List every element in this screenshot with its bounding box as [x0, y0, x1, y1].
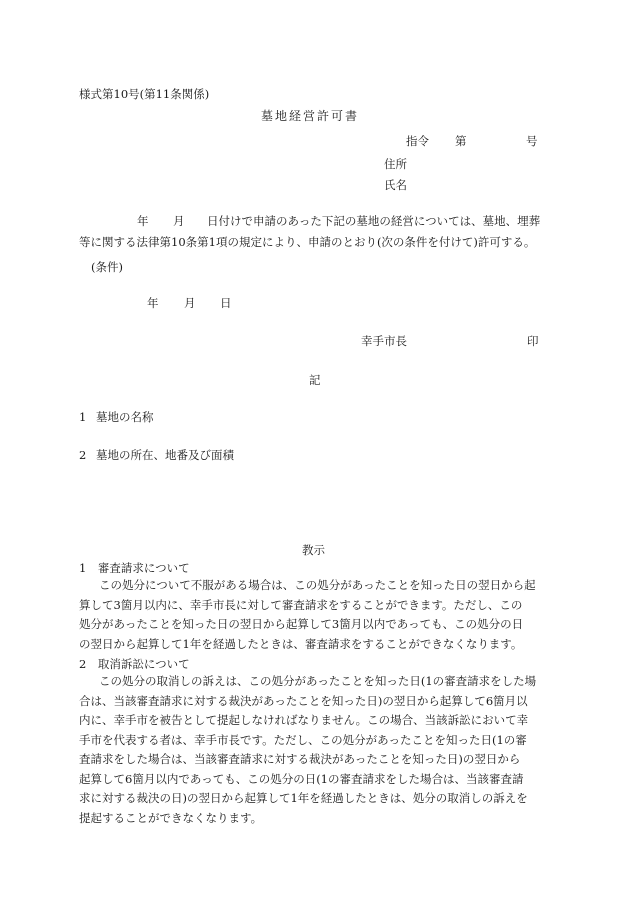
section-1-line: の翌日から起算して1年を経過したときは、審査請求をすることができなくなります。 [79, 636, 523, 651]
item-2-number: 2 [79, 448, 87, 462]
conditions-label: (条件) [91, 260, 123, 274]
item-1-text: 墓地の名称 [96, 410, 154, 424]
date-year: 年 [147, 296, 159, 310]
seal-mark: 印 [527, 334, 539, 348]
section-2-line: 求に対する裁決の日)の翌日から起算して1年を経過したときは、処分の取消しの訴えを [79, 791, 528, 805]
instruction-section-1-heading: 1 審査請求について [79, 561, 190, 575]
doc-number-dai: 第 [455, 134, 467, 148]
doc-number-prefix: 指令 [406, 134, 429, 148]
instruction-heading: 教示 [302, 543, 325, 557]
name-label: 氏名 [384, 178, 407, 192]
ki-heading: 記 [309, 373, 321, 387]
address-label: 住所 [384, 157, 407, 171]
item-1-number: 1 [79, 410, 87, 424]
section-2-line: この処分の取消しの訴えは、この処分があったことを知った日(1の審査請求をした場 [99, 674, 537, 688]
section-2-line: 起算して6箇月以内であっても、この処分の日(1の審査請求をした場合は、当該審査請 [79, 771, 524, 786]
main-text-month: 月 [173, 214, 185, 228]
section-2-line: 内に、幸手市を被告として提起しなければなりません。この場合、当該訴訟において幸 [79, 713, 529, 727]
instruction-section-1-body [73, 576, 536, 654]
item-2-text: 墓地の所在、地番及び面積 [96, 448, 234, 462]
main-text-line1: 日付けで申請のあった下記の墓地の経営については、墓地、埋葬 [207, 214, 541, 228]
mayor-title: 幸手市長 [361, 334, 407, 348]
section-1-line: 算して3箇月以内に、幸手市長に対して審査請求をすることができます。ただし、この [79, 597, 523, 612]
section-1-line: 処分があったことを知った日の翌日から起算して3箇月以内であっても、この処分の日 [79, 617, 524, 631]
instruction-section-2-heading: 2 取消訴訟について [79, 657, 190, 671]
section-2-line: 合は、当該審査請求に対する裁決があったことを知った日)の翌日から起算して6箇月以 [79, 693, 528, 708]
section-2-line: 手市を代表する者は、幸手市長です。ただし、この処分があったことを知った日(1の審 [79, 732, 527, 747]
date-day: 日 [220, 296, 232, 310]
main-text-line2: 等に関する法律第10条第1項の規定により、申請のとおり(次の条件を付けて)許可する。 [79, 235, 536, 249]
instruction-section-2-body [73, 672, 536, 828]
form-number: 様式第10号(第11条関係) [79, 87, 210, 101]
doc-number-go: 号 [526, 134, 538, 148]
date-month: 月 [184, 296, 196, 310]
document-title: 墓地経営許可書 [261, 109, 360, 123]
section-1-line: この処分について不服がある場合は、この処分があったことを知った日の翌日から起 [99, 578, 536, 592]
section-2-line: 査請求をした場合は、当該審査請求に対する裁決があったことを知った日)の翌日から [79, 752, 521, 766]
section-2-line: 提起することができなくなります。 [79, 810, 263, 825]
main-text-year: 年 [137, 214, 149, 228]
